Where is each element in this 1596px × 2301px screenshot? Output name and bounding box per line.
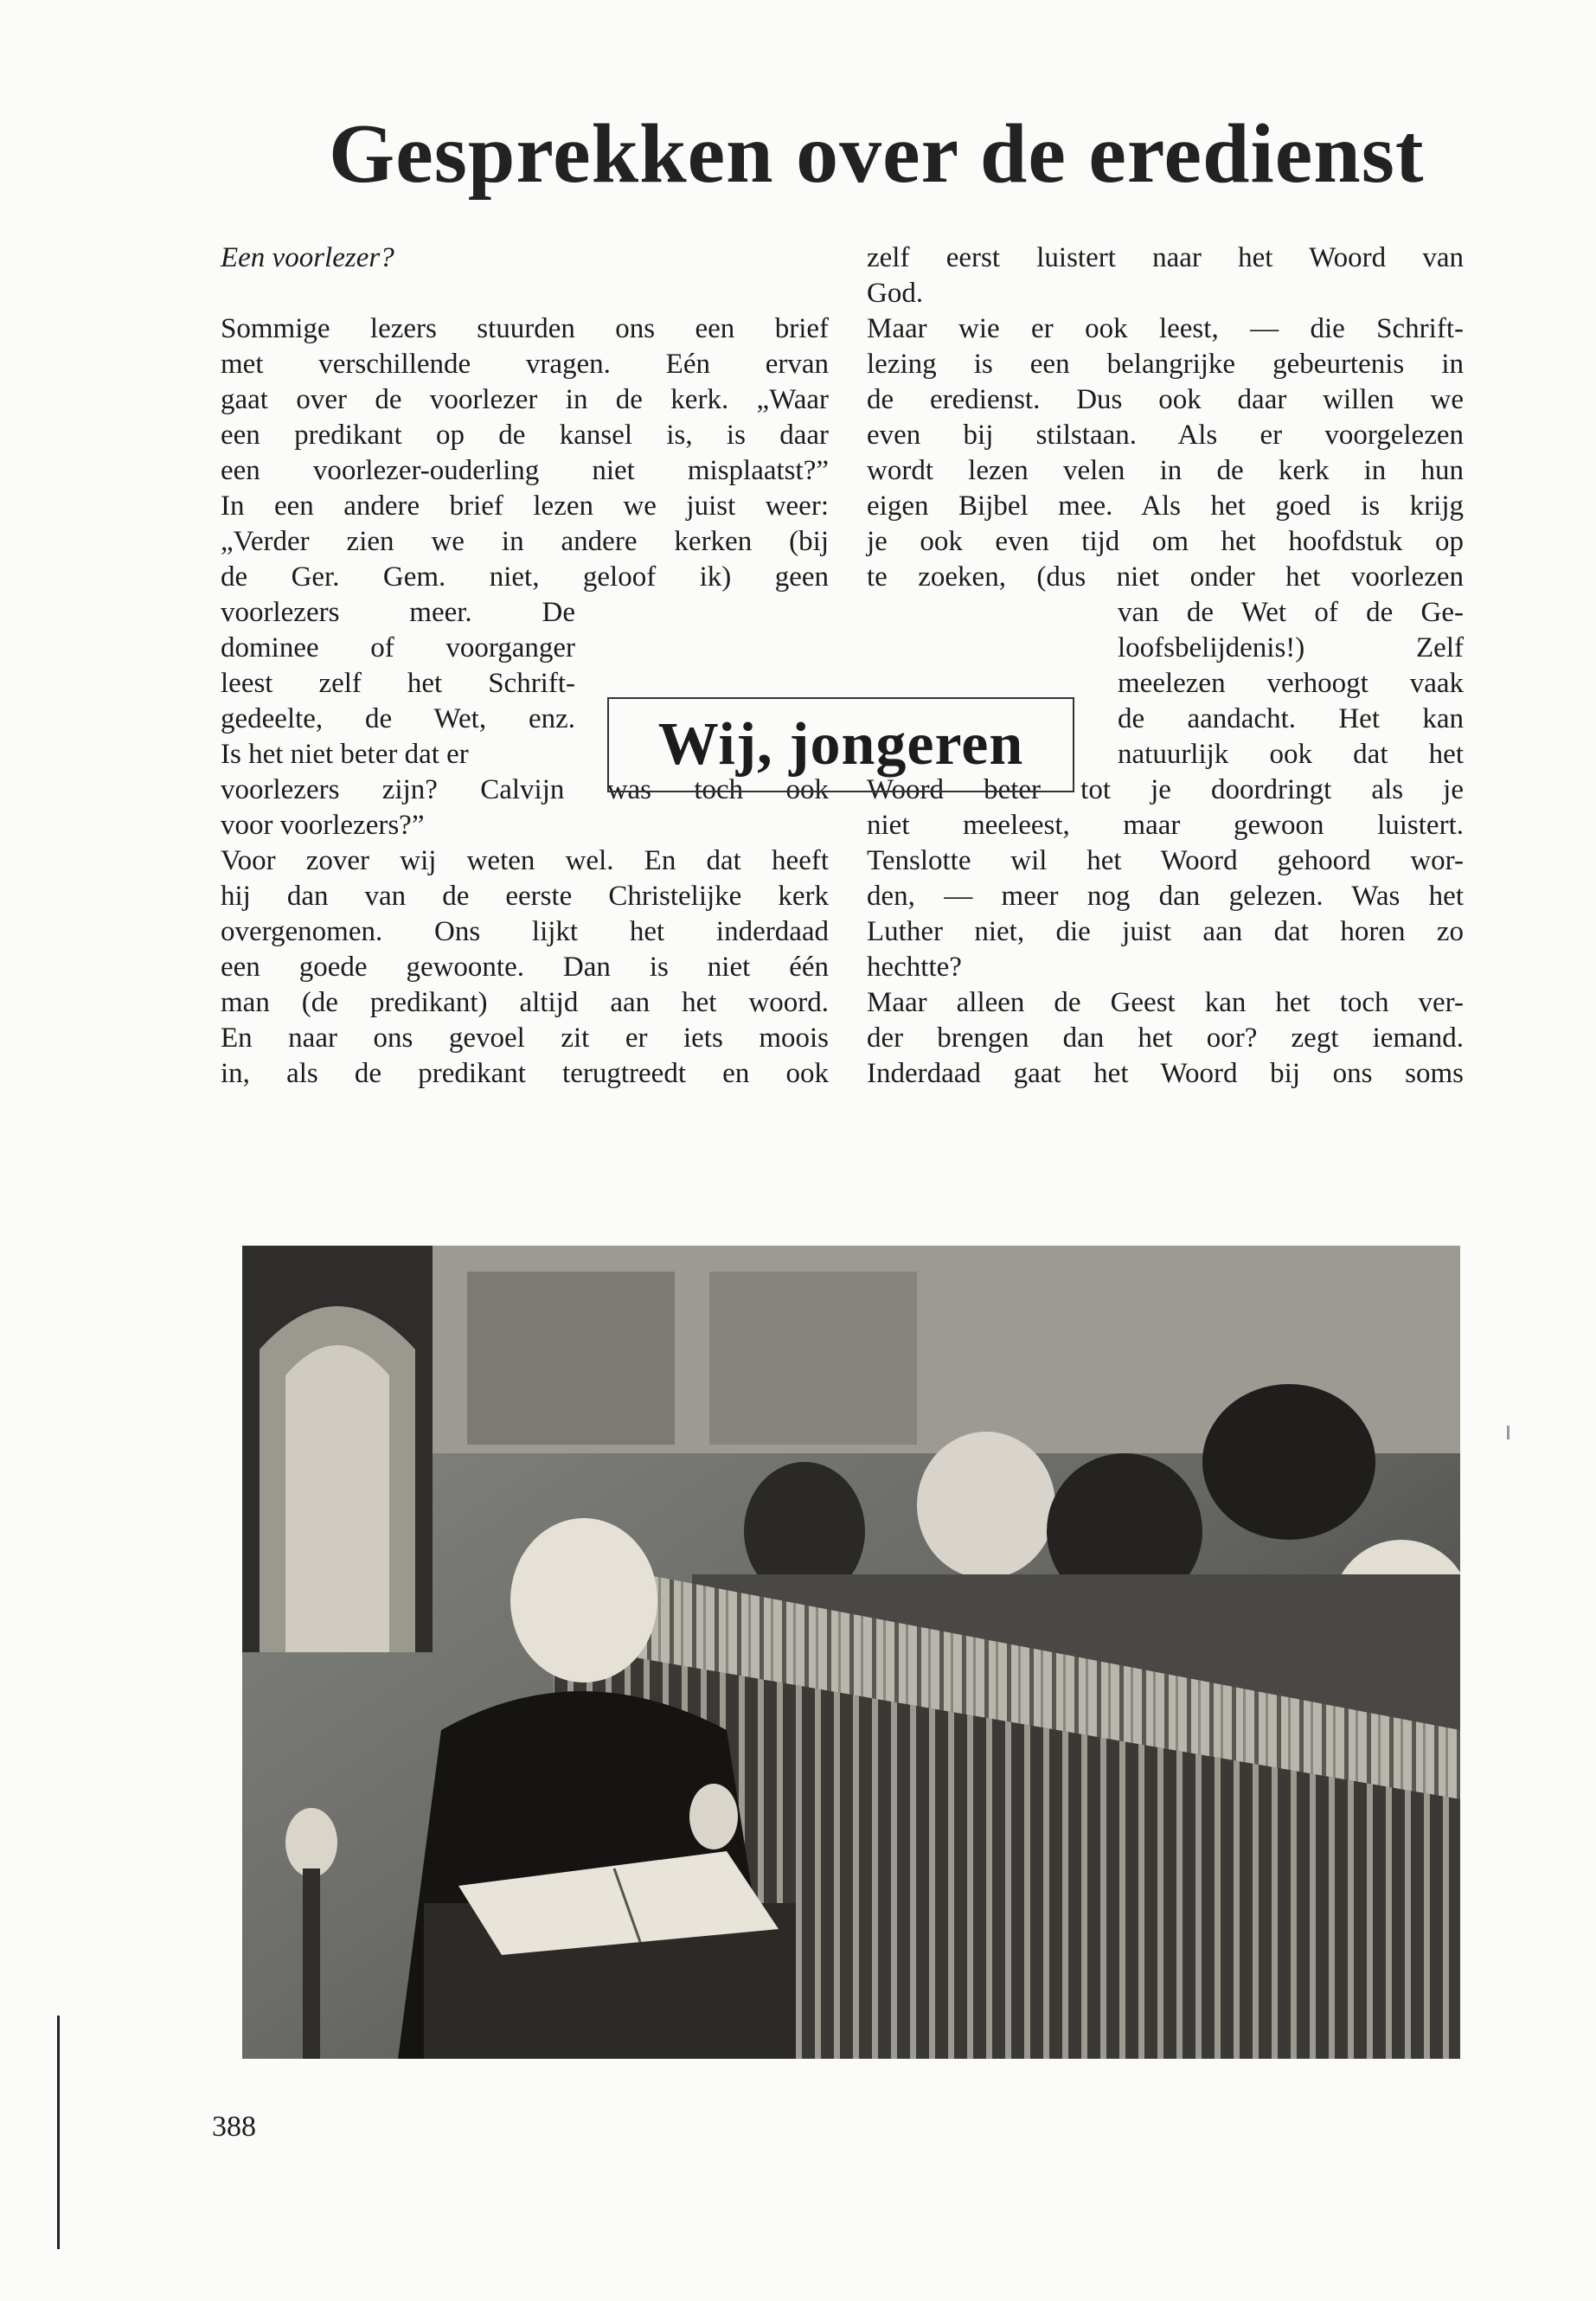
right-column	[867, 240, 1464, 1092]
text-line: God.	[867, 278, 924, 309]
text-line: In een andere brief lezen we juist weer:	[221, 490, 829, 522]
page-title: Gesprekken over de eredienst	[329, 107, 1425, 201]
text-line: Tenslotte wil het Woord gehoord wor-	[867, 845, 1464, 876]
text-line: man (de predikant) altijd aan het woord.	[221, 987, 829, 1018]
text-line: Sommige lezers stuurden ons een brief	[221, 313, 829, 344]
text-line: Woord beter tot je doordringt als je	[867, 774, 1464, 805]
text-line: eigen Bijbel mee. Als het goed is krijg	[867, 490, 1464, 522]
text-line: „Verder zien we in andere kerken (bij	[221, 526, 829, 557]
column-heading-box	[607, 697, 1074, 792]
text-line: niet meeleest, maar gewoon luistert.	[867, 810, 1464, 841]
text-line: meelezen verhoogt vaak	[1118, 668, 1464, 699]
text-line: voorlezers zijn? Calvijn was toch ook	[221, 774, 829, 805]
text-line: je ook even tijd om het hoofdstuk op	[867, 526, 1464, 557]
left-text-top	[221, 311, 829, 595]
text-line: een voorlezer-ouderling niet misplaatst?”	[221, 455, 829, 486]
text-line: lezing is een belangrijke gebeurtenis in	[867, 349, 1464, 380]
text-line: een predikant op de kansel is, is daar	[221, 420, 829, 451]
text-line: hij dan van de eerste Christelijke kerk	[221, 881, 829, 912]
text-line: Inderdaad gaat het Woord bij ons soms	[867, 1058, 1464, 1089]
right-text-narrow	[1118, 595, 1464, 772]
left-column	[221, 240, 829, 1092]
text-line: de aandacht. Het kan	[1118, 703, 1464, 734]
column-heading: Wij, jongeren	[657, 711, 1024, 778]
text-line: voor voorlezers?”	[221, 810, 425, 841]
text-line: loofsbelijdenis!) Zelf	[1118, 632, 1464, 663]
text-line: Maar wie er ook leest, — die Schrift-	[867, 313, 1464, 344]
page-number: 388	[212, 2111, 256, 2143]
text-line: natuurlijk ook dat het	[1118, 739, 1464, 770]
text-line: een goede gewoonte. Dan is niet één	[221, 952, 829, 983]
scan-speck	[1507, 1426, 1509, 1439]
text-line: zelf eerst luistert naar het Woord van	[867, 242, 1464, 273]
left-text-narrow	[221, 595, 575, 772]
text-line: hechtte?	[867, 952, 962, 983]
church-photo-illustration	[242, 1246, 1460, 2059]
text-line: den, — meer nog dan gelezen. Was het	[867, 881, 1464, 912]
text-line: gedeelte, de Wet, enz.	[221, 703, 575, 734]
text-line: te zoeken, (dus niet onder het voorlezen	[867, 561, 1464, 593]
text-line: dominee of voorganger	[221, 632, 575, 663]
text-line: met verschillende vragen. Eén ervan	[221, 349, 829, 380]
text-line: even bij stilstaan. Als er voorgelezen	[867, 420, 1464, 451]
right-text-bottom	[867, 772, 1464, 1092]
church-photo	[242, 1246, 1460, 2059]
text-line: in, als de predikant terugtreedt en ook	[221, 1058, 829, 1089]
left-text-bottom	[221, 772, 829, 1092]
text-line: gaat over de voorlezer in de kerk. „Waar	[221, 384, 829, 415]
text-line: Is het niet beter dat er	[221, 739, 469, 770]
scan-margin-mark	[57, 2016, 60, 2249]
text-line: van de Wet of de Ge-	[1118, 597, 1464, 628]
text-line: leest zelf het Schrift-	[221, 668, 575, 699]
text-line: overgenomen. Ons lijkt het inderdaad	[221, 916, 829, 947]
text-line: der brengen dan het oor? zegt iemand.	[867, 1022, 1464, 1054]
text-line: Luther niet, die juist aan dat horen zo	[867, 916, 1464, 947]
text-line: En naar ons gevoel zit er iets moois	[221, 1022, 829, 1054]
right-text-top	[867, 240, 1464, 595]
section-subheading: Een voorlezer?	[221, 242, 394, 273]
text-line: Maar alleen de Geest kan het toch ver-	[867, 987, 1464, 1018]
text-line: de Ger. Gem. niet, geloof ik) geen	[221, 561, 829, 593]
text-line: wordt lezen velen in de kerk in hun	[867, 455, 1464, 486]
text-line: de eredienst. Dus ook daar willen we	[867, 384, 1464, 415]
text-line: voorlezers meer. De	[221, 597, 575, 628]
text-line: Voor zover wij weten wel. En dat heeft	[221, 845, 829, 876]
